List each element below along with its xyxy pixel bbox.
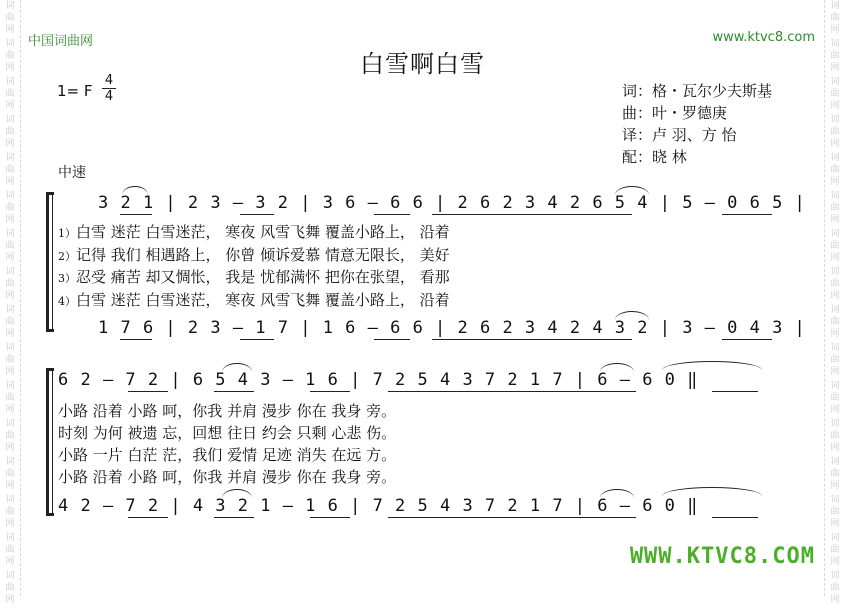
verse-number: 4）	[58, 295, 76, 308]
watermark-char: 词	[5, 229, 15, 239]
watermark-char: 词	[5, 495, 15, 505]
beam-underline	[120, 339, 152, 340]
watermark-char: 曲	[5, 317, 15, 327]
watermark-char: 网	[830, 291, 840, 301]
beam-underline	[214, 517, 254, 518]
system2-verse-4: 小路 沿着 小路 呵，你我 并肩 漫步 你在 我身 旁。	[58, 468, 397, 486]
watermark-char: 网	[830, 329, 840, 339]
watermark-char: 曲	[5, 507, 15, 517]
beam-underline	[388, 517, 636, 518]
beam-underline	[432, 339, 632, 340]
beam-underline	[310, 517, 350, 518]
watermark-char: 曲	[830, 317, 840, 327]
watermark-char: 网	[5, 405, 15, 415]
watermark-char: 网	[5, 253, 15, 263]
watermark-char: 曲	[830, 279, 840, 289]
beam-underline	[388, 391, 636, 392]
watermark-char: 词	[830, 229, 840, 239]
tie-mark	[662, 361, 762, 370]
watermark-char: 曲	[5, 203, 15, 213]
watermark-char: 词	[830, 571, 840, 581]
credit-arrangement: 配：晓 林	[622, 148, 687, 166]
song-title: 白雪啊白雪	[360, 50, 485, 78]
watermark-char: 词	[5, 77, 15, 87]
meter-top: 4	[104, 73, 114, 88]
system1-brace-inner	[52, 192, 53, 332]
meter-bottom: 4	[104, 89, 114, 104]
watermark-char: 曲	[830, 469, 840, 479]
watermark-char: 网	[830, 177, 840, 187]
watermark-char: 曲	[830, 241, 840, 251]
watermark-char: 词	[5, 533, 15, 543]
beam-underline	[214, 391, 254, 392]
watermark-char: 词	[830, 457, 840, 467]
watermark-char: 词	[5, 381, 15, 391]
watermark-char: 曲	[5, 13, 15, 23]
system2-lower-notes: 4 2 – 7 2 | 4 3 2 1 – 1 6 | 7 2 5 4 3 7 2 1 7 | 6 – 6 0 ‖	[58, 496, 699, 516]
beam-underline	[712, 517, 758, 518]
watermark-char: 网	[5, 519, 15, 529]
watermark-char: 曲	[830, 545, 840, 555]
watermark-char: 词	[830, 153, 840, 163]
verse-text: 忍受 痛苦 却又惆怅， 我是 忧郁满怀 把你在张望， 看那	[76, 268, 450, 286]
watermark-char: 词	[830, 533, 840, 543]
watermark-char: 曲	[830, 13, 840, 23]
right-watermark-column	[827, 0, 843, 608]
watermark-char: 网	[5, 101, 15, 111]
watermark-char: 词	[830, 115, 840, 125]
watermark-char: 词	[830, 39, 840, 49]
site-url-right[interactable]: www.ktvc8.com	[712, 30, 815, 45]
watermark-char: 词	[5, 571, 15, 581]
watermark-char: 网	[830, 481, 840, 491]
watermark-char: 曲	[830, 507, 840, 517]
credit-music: 曲：叶・罗德庚	[622, 104, 728, 122]
beam-underline	[310, 391, 350, 392]
slur-mark	[600, 363, 634, 372]
watermark-char: 网	[5, 595, 15, 605]
watermark-char: 网	[5, 25, 15, 35]
watermark-char: 曲	[830, 127, 840, 137]
watermark-char: 词	[5, 343, 15, 353]
watermark-char: 词	[830, 1, 840, 11]
watermark-char: 网	[5, 443, 15, 453]
watermark-char: 曲	[5, 431, 15, 441]
verse-text: 白雪 迷茫 白雪迷茫， 寒夜 风雪飞舞 覆盖小路上， 沿着	[76, 223, 450, 241]
watermark-char: 词	[830, 381, 840, 391]
watermark-char: 网	[830, 139, 840, 149]
verse-text: 记得 我们 相遇路上， 你曾 倾诉爱慕 情意无限长， 美好	[76, 246, 450, 264]
watermark-char: 网	[830, 595, 840, 605]
system2-brace-inner	[52, 368, 53, 516]
watermark-char: 网	[5, 177, 15, 187]
watermark-char: 网	[5, 367, 15, 377]
credit-translation: 译：卢 羽、方 怡	[622, 126, 737, 144]
beam-underline	[240, 214, 274, 215]
watermark-char: 曲	[5, 279, 15, 289]
watermark-char: 词	[830, 495, 840, 505]
watermark-char: 词	[5, 267, 15, 277]
system2-upper-notes: 6 2 – 7 2 | 6 5 4 3 – 1 6 | 7 2 5 4 3 7 2 1 7 | 6 – 6 0 ‖	[58, 370, 699, 390]
credit-lyrics: 词：格・瓦尔少夫斯基	[622, 82, 773, 100]
verse-text: 白雪 迷茫 白雪迷茫， 寒夜 风雪飞舞 覆盖小路上， 沿着	[76, 291, 450, 309]
verse-number: 3）	[58, 272, 76, 285]
watermark-char: 曲	[5, 51, 15, 61]
watermark-char: 网	[830, 101, 840, 111]
watermark-char: 曲	[5, 89, 15, 99]
watermark-char: 曲	[5, 583, 15, 593]
system1-brace	[46, 192, 49, 332]
watermark-char: 词	[830, 267, 840, 277]
watermark-char: 网	[5, 481, 15, 491]
beam-underline	[128, 391, 168, 392]
watermark-char: 词	[830, 305, 840, 315]
watermark-char: 网	[830, 443, 840, 453]
watermark-char: 词	[5, 1, 15, 11]
beam-underline	[240, 339, 274, 340]
beam-underline	[722, 339, 772, 340]
system2-verse-1: 小路 沿着 小路 呵，你我 并肩 漫步 你在 我身 旁。	[58, 402, 397, 420]
watermark-char: 曲	[830, 431, 840, 441]
site-name-left[interactable]: 中国词曲网	[28, 34, 94, 49]
watermark-char: 网	[830, 557, 840, 567]
right-dashed-edge	[824, 0, 825, 596]
watermark-char: 词	[830, 419, 840, 429]
watermark-char: 曲	[5, 127, 15, 137]
watermark-char: 曲	[5, 393, 15, 403]
slur-mark	[122, 186, 148, 195]
beam-underline	[432, 214, 632, 215]
tempo-marking: 中速	[58, 165, 86, 181]
watermark-char: 词	[5, 115, 15, 125]
watermark-char: 网	[830, 253, 840, 263]
system2-verse-2: 时刻 为何 被遗 忘，回想 往日 约会 只剩 心悲 伤。	[58, 424, 397, 442]
system2-brace	[46, 368, 49, 516]
watermark-char: 曲	[5, 241, 15, 251]
watermark-char: 曲	[830, 355, 840, 365]
slur-mark	[222, 363, 252, 372]
watermark-char: 词	[830, 77, 840, 87]
watermark-char: 曲	[5, 545, 15, 555]
watermark-char: 曲	[830, 165, 840, 175]
left-watermark-column	[2, 0, 18, 608]
watermark-char: 网	[5, 291, 15, 301]
watermark-char: 词	[830, 191, 840, 201]
watermark-char: 曲	[830, 583, 840, 593]
system1-verse-2	[58, 244, 450, 265]
beam-underline	[374, 339, 410, 340]
tie-mark	[662, 487, 762, 496]
watermark-char: 词	[5, 305, 15, 315]
watermark-char: 词	[830, 343, 840, 353]
beam-underline	[128, 517, 168, 518]
beam-underline	[374, 214, 410, 215]
beam-underline	[120, 214, 152, 215]
watermark-char: 网	[5, 215, 15, 225]
watermark-char: 网	[830, 25, 840, 35]
system1-verse-1	[58, 221, 450, 242]
credits-block	[622, 80, 772, 168]
system1-verse-3	[58, 266, 450, 287]
watermark-char: 词	[5, 153, 15, 163]
watermark-char: 词	[5, 39, 15, 49]
verse-number: 1）	[58, 227, 76, 240]
watermark-char: 网	[830, 367, 840, 377]
watermark-char: 曲	[5, 469, 15, 479]
watermark-char: 网	[5, 557, 15, 567]
slur-mark	[222, 489, 252, 498]
footer-brand-logo[interactable]: WWW.KTVC8.COM	[629, 544, 815, 569]
watermark-char: 曲	[830, 89, 840, 99]
beam-underline	[712, 391, 758, 392]
watermark-char: 曲	[5, 355, 15, 365]
time-signature	[102, 74, 116, 103]
watermark-char: 网	[830, 63, 840, 73]
slur-mark	[600, 489, 634, 498]
system1-lower-notes: 1 7 6 | 2 3 – 1 7 | 1 6 – 6 6 | 2 6 2 3 4 2 4 3 2 | 3 – 0 4 3 |	[98, 318, 806, 338]
watermark-char: 网	[830, 519, 840, 529]
watermark-char: 曲	[830, 203, 840, 213]
system1-verse-4	[58, 289, 450, 310]
system2-verse-3: 小路 一片 白茫 茫，我们 爱情 足迹 消失 在远 方。	[58, 446, 397, 464]
watermark-char: 网	[5, 329, 15, 339]
watermark-char: 网	[830, 405, 840, 415]
watermark-char: 词	[5, 457, 15, 467]
left-dashed-edge	[20, 0, 21, 596]
watermark-char: 曲	[830, 393, 840, 403]
watermark-char: 曲	[830, 51, 840, 61]
watermark-char: 词	[5, 419, 15, 429]
watermark-char: 网	[5, 139, 15, 149]
verse-number: 2）	[58, 250, 76, 263]
system1-upper-notes: 3 2 1 | 2 3 – 3 2 | 3 6 – 6 6 | 2 6 2 3 4 2 6 5 4 | 5 – 0 6 5 |	[98, 193, 806, 213]
watermark-char: 网	[5, 63, 15, 73]
slur-mark	[615, 311, 649, 320]
beam-underline	[722, 214, 772, 215]
watermark-char: 曲	[5, 165, 15, 175]
key-signature: 1= F	[57, 82, 93, 100]
watermark-char: 网	[830, 215, 840, 225]
slur-mark	[615, 186, 649, 195]
watermark-char: 词	[5, 191, 15, 201]
